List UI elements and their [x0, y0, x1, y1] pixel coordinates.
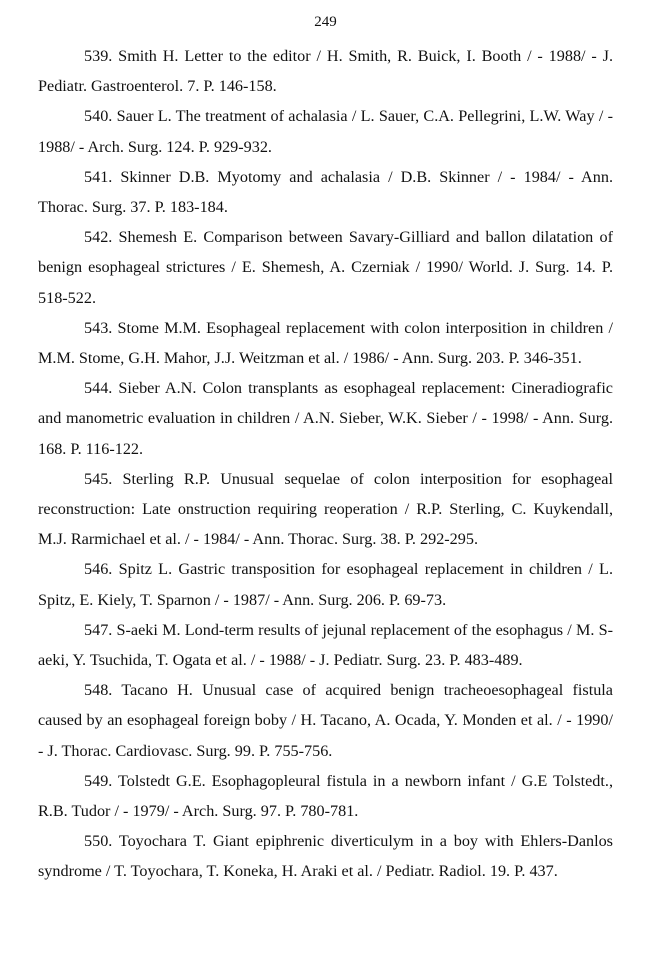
reference-item: 541. Skinner D.B. Myotomy and achalasia / D.B. Skinner / - 1984/ - Ann. Thorac. Surg. 37. P. 183-184. — [38, 167, 613, 217]
reference-item: 543. Stome M.M. Esophageal replacement with colon interposition in children / M.M. Stome, G.H. Mahor, J.J. Weitzman et al. / 1986/ - Ann. Surg. 203. P. 346-351. — [38, 318, 613, 368]
reference-item: 544. Sieber A.N. Colon transplants as esophageal replacement: Cineradiografic and manometric evaluation in children / A.N. Sieber, W.K. Sieber / - 1998/ - Ann. Surg. 168. P. 116-122. — [38, 379, 613, 458]
reference-list — [38, 41, 613, 887]
reference-item: 550. Toyochara T. Giant epiphrenic diverticulym in a boy with Ehlers-Danlos syndrome / T. Toyochara, T. Koneka, H. Araki et al. / Pediatr. Radiol. 19. P. 437. — [38, 832, 613, 881]
page-number: 249 — [314, 14, 337, 30]
reference-item: 539. Smith H. Letter to the editor / H. Smith, R. Buick, I. Booth / - 1988/ - J. Pediatr. Gastroenterol. 7. P. 146-158. — [38, 47, 613, 96]
document-page — [38, 0, 613, 887]
reference-item: 547. S-aeki M. Lond-term results of jejunal replacement of the esophagus / M. S-aeki, Y. Tsuchida, T. Ogata et al. / - 1988/ - J. Pediatr. Surg. 23. P. 483-489. — [38, 620, 613, 670]
reference-item: 549. Tolstedt G.E. Esophagopleural fistula in a newborn infant / G.E Tolstedt., R.B. Tudor / - 1979/ - Arch. Surg. 97. P. 780-781. — [38, 771, 613, 821]
reference-item: 546. Spitz L. Gastric transposition for esophageal replacement in children / L. Spitz, E. Kiely, T. Sparnon / - 1987/ - Ann. Surg. 206. P. 69-73. — [38, 560, 613, 609]
reference-item: 545. Sterling R.P. Unusual sequelae of colon interposition for esophageal reconstruction: Late onstruction requiring reoperation / R.P. Sterling, C. Kuykendall, M.J. Rarmichael et al. / - 1984/ - Ann. Thorac. Surg. 38. P. 292-295. — [38, 469, 613, 549]
reference-item: 540. Sauer L. The treatment of achalasia / L. Sauer, C.A. Pellegrini, L.W. Way / - 1988/ - Arch. Surg. 124. P. 929-932. — [38, 107, 613, 156]
reference-item: 548. Tacano H. Unusual case of acquired benign tracheoesophageal fistula caused by an esophageal foreign boby / H. Tacano, A. Ocada, Y. Monden et al. / - 1990/ - J. Thorac. Cardiovasc. Surg. 99. P. 755-756. — [38, 681, 613, 760]
reference-item: 542. Shemesh E. Comparison between Savary-Gilliard and ballon dilatation of benign esophageal strictures / E. Shemesh, A. Czerniak / 1990/ World. J. Surg. 14. P. 518-522. — [38, 228, 613, 307]
